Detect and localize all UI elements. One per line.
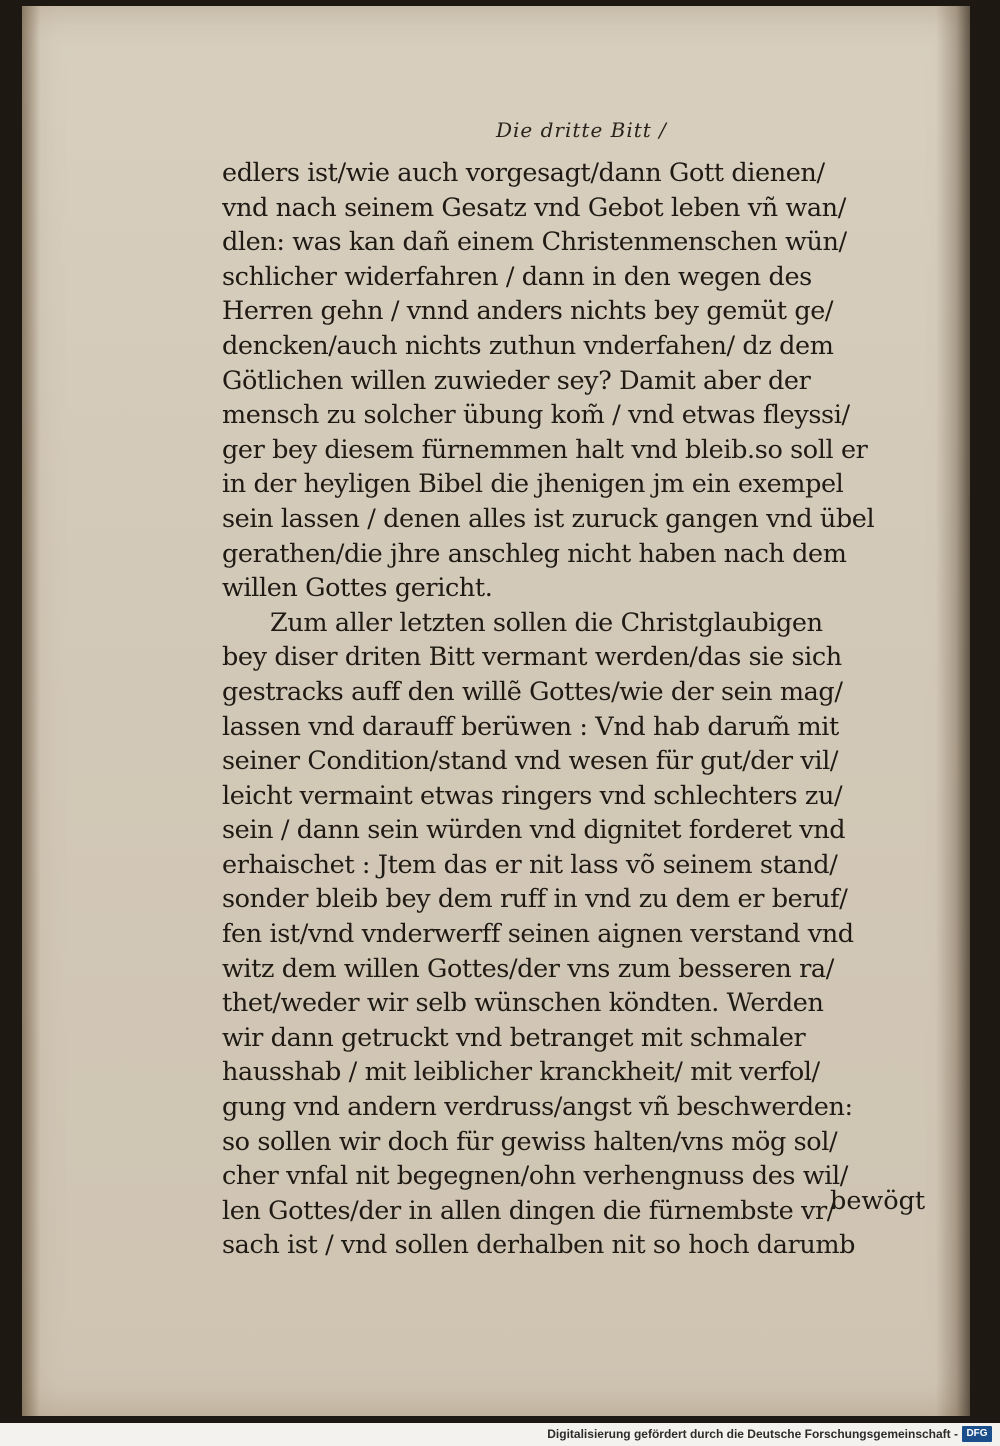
text-line: bey diser driten Bitt vermant werden/das sie sich <box>222 642 842 673</box>
text-line: cher vnfal nit begegnen/ohn verhengnuss des wil/ <box>222 1161 848 1192</box>
text-block <box>222 156 942 1263</box>
text-line: vnd nach seinem Gesatz vnd Gebot leben vñ wan/ <box>222 192 846 223</box>
text-line: sach ist / vnd sollen derhalben nit so hoch darumb <box>222 1230 856 1261</box>
text-line: erhaischet : Jtem das er nit lass võ seinem stand/ <box>222 849 838 880</box>
text-line: Götlichen willen zuwieder sey? Damit aber der <box>222 365 811 396</box>
text-line: wir dann getruckt vnd betranget mit schmaler <box>222 1022 806 1053</box>
text-line: Herren gehn / vnnd anders nichts bey gemüt ge/ <box>222 296 834 327</box>
footer-bar <box>0 1423 1000 1446</box>
text-line: fen ist/vnd vnderwerff seinen aignen verstand vnd <box>222 919 854 950</box>
paragraph-start-line: Zum aller letzten sollen die Christglaubigen <box>270 607 823 638</box>
text-line: sein lassen / denen alles ist zuruck gangen vnd übel <box>222 503 875 534</box>
text-line: lassen vnd darauff berüwen : Vnd hab darum̃ mit <box>222 711 839 742</box>
text-line: so sollen wir doch für gewiss halten/vns mög sol/ <box>222 1126 838 1157</box>
text-line: thet/weder wir selb wünschen köndten. Werden <box>222 988 824 1019</box>
text-line: sonder bleib bey dem ruff in vnd zu dem er beruf/ <box>222 884 848 915</box>
catchword: bewögt <box>830 1186 926 1216</box>
text-line: edlers ist/wie auch vorgesagt/dann Gott dienen/ <box>222 158 825 188</box>
text-line: schlicher widerfahren / dann in den wegen des <box>222 261 812 292</box>
funding-notice: Digitalisierung gefördert durch die Deutsche Forschungsgemeinschaft - <box>547 1427 958 1441</box>
text-line: ger bey diesem fürnemmen halt vnd bleib.so soll er <box>222 434 868 465</box>
text-line: witz dem willen Gottes/der vns zum besseren ra/ <box>222 953 834 984</box>
page-edge-shadow <box>22 6 40 1416</box>
text-line: mensch zu solcher übung kom̃ / vnd etwas fleyssi/ <box>222 400 850 431</box>
text-line: leicht vermaint etwas ringers vnd schlechters zu/ <box>222 780 843 811</box>
text-line: seiner Condition/stand vnd wesen für gut/der vil/ <box>222 746 839 777</box>
text-line: len Gottes/der in allen dingen die fürnembste vr/ <box>222 1195 835 1226</box>
text-line: dencken/auch nichts zuthun vnderfahen/ dz dem <box>222 330 834 361</box>
text-line: sein / dann sein würden vnd dignitet forderet vnd <box>222 815 846 846</box>
text-line: gung vnd andern verdruss/angst vñ beschwerden: <box>222 1092 853 1123</box>
text-line: willen Gottes gericht. <box>222 573 493 604</box>
text-line: gerathen/die jhre anschleg nicht haben nach dem <box>222 538 847 569</box>
text-line: hausshab / mit leiblicher kranckheit/ mit verfol/ <box>222 1057 820 1088</box>
text-line: dlen: was kan dañ einem Christenmenschen wün/ <box>222 227 847 258</box>
dfg-logo-icon: DFG <box>962 1426 992 1442</box>
text-line: in der heyligen Bibel die jhenigen jm ein exempel <box>222 469 844 500</box>
running-head: Die dritte Bitt / <box>496 118 667 142</box>
text-line: gestracks auff den willẽ Gottes/wie der sein mag/ <box>222 676 843 707</box>
